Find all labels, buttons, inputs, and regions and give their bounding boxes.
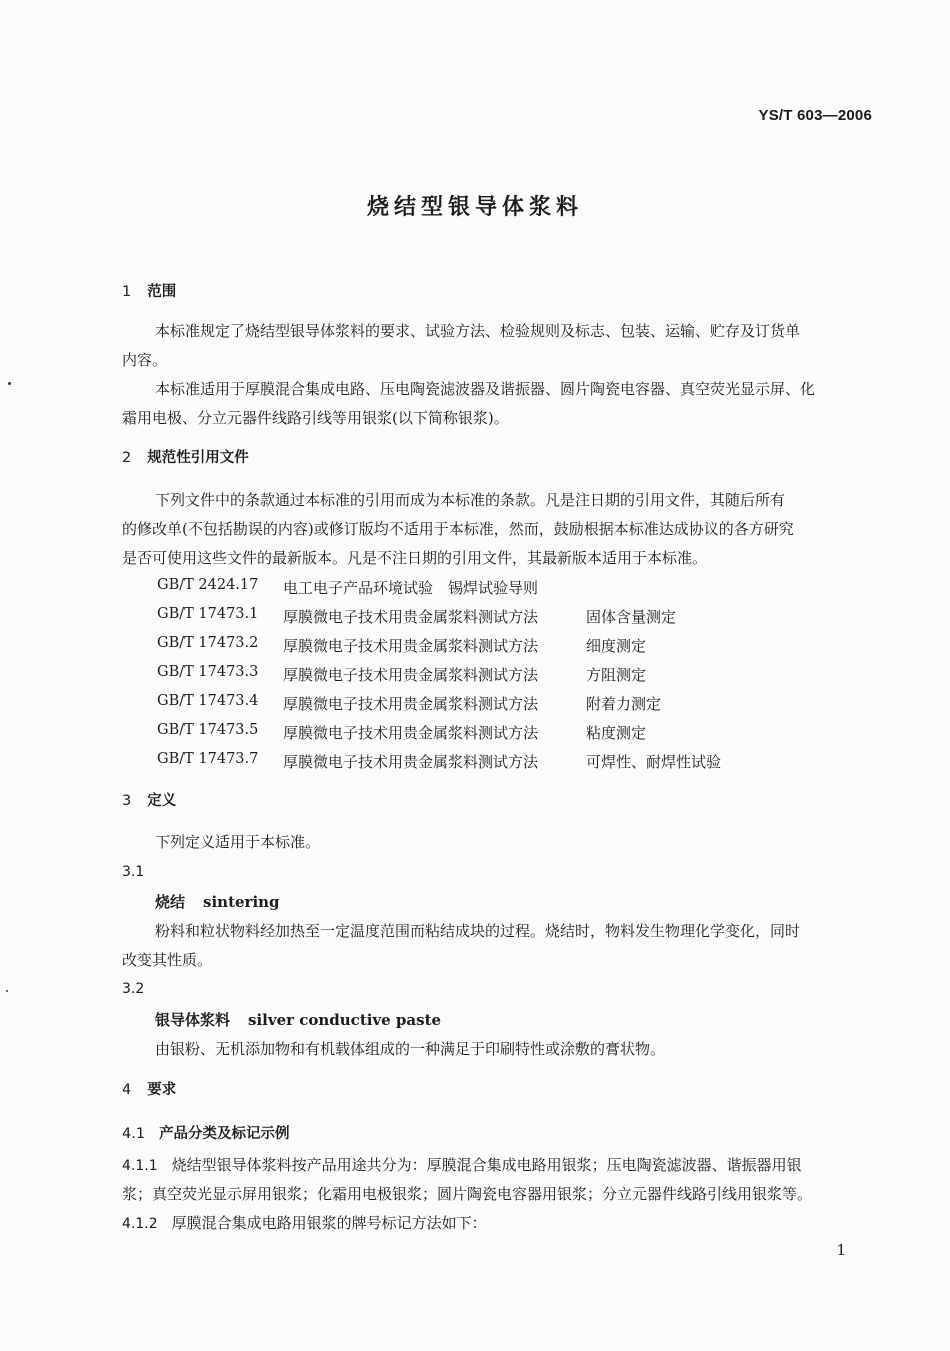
scan-speck bbox=[8, 382, 11, 385]
section-title: 定义 bbox=[147, 793, 177, 809]
section-number: 2 bbox=[122, 450, 132, 466]
term-chinese: 烧结 bbox=[155, 893, 186, 911]
scan-speck bbox=[6, 990, 8, 992]
section-title: 规范性引用文件 bbox=[147, 450, 249, 466]
section-title: 产品分类及标记示例 bbox=[159, 1126, 290, 1142]
paragraph-line: 内容。 bbox=[122, 351, 168, 369]
definition-line: 粉料和粒状物料经加热至一定温度范围而粘结成块的过程。烧结时，物料发生物理化学变化，同时 bbox=[155, 922, 801, 940]
reference-part: 可焊性、耐焊性试验 bbox=[586, 753, 722, 771]
reference-part: 细度测定 bbox=[586, 637, 647, 655]
term-entry bbox=[155, 891, 280, 912]
definition-line: 改变其性质。 bbox=[122, 951, 213, 969]
reference-title: 厚膜微电子技术用贵金属浆料测试方法 bbox=[283, 637, 539, 655]
reference-title: 厚膜微电子技术用贵金属浆料测试方法 bbox=[283, 695, 539, 713]
section-4-heading bbox=[122, 1080, 176, 1100]
paragraph-line: 厚膜混合集成电路用银浆的牌号标记方法如下： bbox=[171, 1214, 487, 1232]
reference-part: 粘度测定 bbox=[586, 724, 647, 742]
clause-number: 3.2 bbox=[122, 981, 145, 997]
reference-part: 附着力测定 bbox=[586, 695, 662, 713]
section-number: 4.1 bbox=[122, 1126, 146, 1142]
reference-title: 厚膜微电子技术用贵金属浆料测试方法 bbox=[283, 608, 539, 626]
subsection-4-1-heading bbox=[122, 1124, 290, 1144]
document-title: 烧结型银导体浆料 bbox=[366, 195, 583, 220]
page-number: 1 bbox=[836, 1241, 846, 1259]
paragraph-line: 本标准规定了烧结型银导体浆料的要求、试验方法、检验规则及标志、包装、运输、贮存及订货单 bbox=[155, 322, 801, 340]
paragraph-line: 浆；真空荧光显示屏用银浆；化霜用电极银浆；圆片陶瓷电容器用银浆；分立元器件线路引线用银浆等。 bbox=[122, 1185, 813, 1203]
clause-number: 3.1 bbox=[122, 864, 145, 880]
standard-code: YS/T 603—2006 bbox=[758, 107, 872, 124]
term-english: silver conductive paste bbox=[248, 1011, 442, 1029]
reference-code: GB/T 17473.5 bbox=[157, 722, 259, 738]
paragraph-line: 霜用电极、分立元器件线路引线等用银浆(以下简称银浆)。 bbox=[122, 409, 509, 427]
reference-title: 厚膜微电子技术用贵金属浆料测试方法 bbox=[283, 753, 539, 771]
section-2-heading bbox=[122, 448, 249, 468]
reference-code: GB/T 17473.4 bbox=[157, 693, 259, 709]
section-3-heading bbox=[122, 791, 176, 811]
clause-4-1-1 bbox=[122, 1155, 802, 1176]
section-1-heading bbox=[122, 282, 176, 302]
reference-part: 固体含量测定 bbox=[586, 608, 677, 626]
paragraph-line: 下列文件中的条款通过本标准的引用而成为本标准的条款。凡是注日期的引用文件，其随后所有 bbox=[155, 491, 786, 509]
reference-part: 方阻测定 bbox=[586, 666, 647, 684]
reference-title: 厚膜微电子技术用贵金属浆料测试方法 bbox=[283, 724, 539, 742]
section-title: 要求 bbox=[147, 1082, 177, 1098]
reference-code: GB/T 2424.17 bbox=[157, 577, 259, 593]
reference-code: GB/T 17473.2 bbox=[157, 635, 259, 651]
paragraph-line: 是否可使用这些文件的最新版本。凡是不注日期的引用文件，其最新版本适用于本标准。 bbox=[122, 549, 708, 567]
paragraph-line: 烧结型银导体浆料按产品用途共分为：厚膜混合集成电路用银浆；压电陶瓷滤波器、谐振器用银 bbox=[171, 1156, 802, 1174]
section-number: 1 bbox=[122, 284, 132, 300]
reference-code: GB/T 17473.7 bbox=[157, 751, 259, 767]
term-chinese: 银导体浆料 bbox=[155, 1011, 231, 1029]
clause-number: 4.1.2 bbox=[122, 1216, 158, 1232]
section-title: 范围 bbox=[147, 284, 177, 300]
term-entry bbox=[155, 1009, 441, 1030]
section-number: 4 bbox=[122, 1082, 132, 1098]
section-number: 3 bbox=[122, 793, 132, 809]
reference-title: 厚膜微电子技术用贵金属浆料测试方法 bbox=[283, 666, 539, 684]
reference-title: 电工电子产品环境试验 锡焊试验导则 bbox=[283, 579, 539, 597]
paragraph-line: 的修改单(不包括勘误的内容)或修订版均不适用于本标准，然而，鼓励根据本标准达成协议的各方研究 bbox=[122, 520, 794, 538]
paragraph-line: 下列定义适用于本标准。 bbox=[155, 833, 321, 851]
paragraph-line: 本标准适用于厚膜混合集成电路、压电陶瓷滤波器及谐振器、圆片陶瓷电容器、真空荧光显示屏、化 bbox=[155, 380, 816, 398]
definition-line: 由银粉、无机添加物和有机载体组成的一种满足于印刷特性或涂敷的膏状物。 bbox=[155, 1040, 666, 1058]
clause-4-1-2 bbox=[122, 1213, 487, 1234]
reference-code: GB/T 17473.1 bbox=[157, 606, 259, 622]
reference-code: GB/T 17473.3 bbox=[157, 664, 259, 680]
term-english: sintering bbox=[203, 893, 280, 911]
clause-number: 4.1.1 bbox=[122, 1158, 158, 1174]
